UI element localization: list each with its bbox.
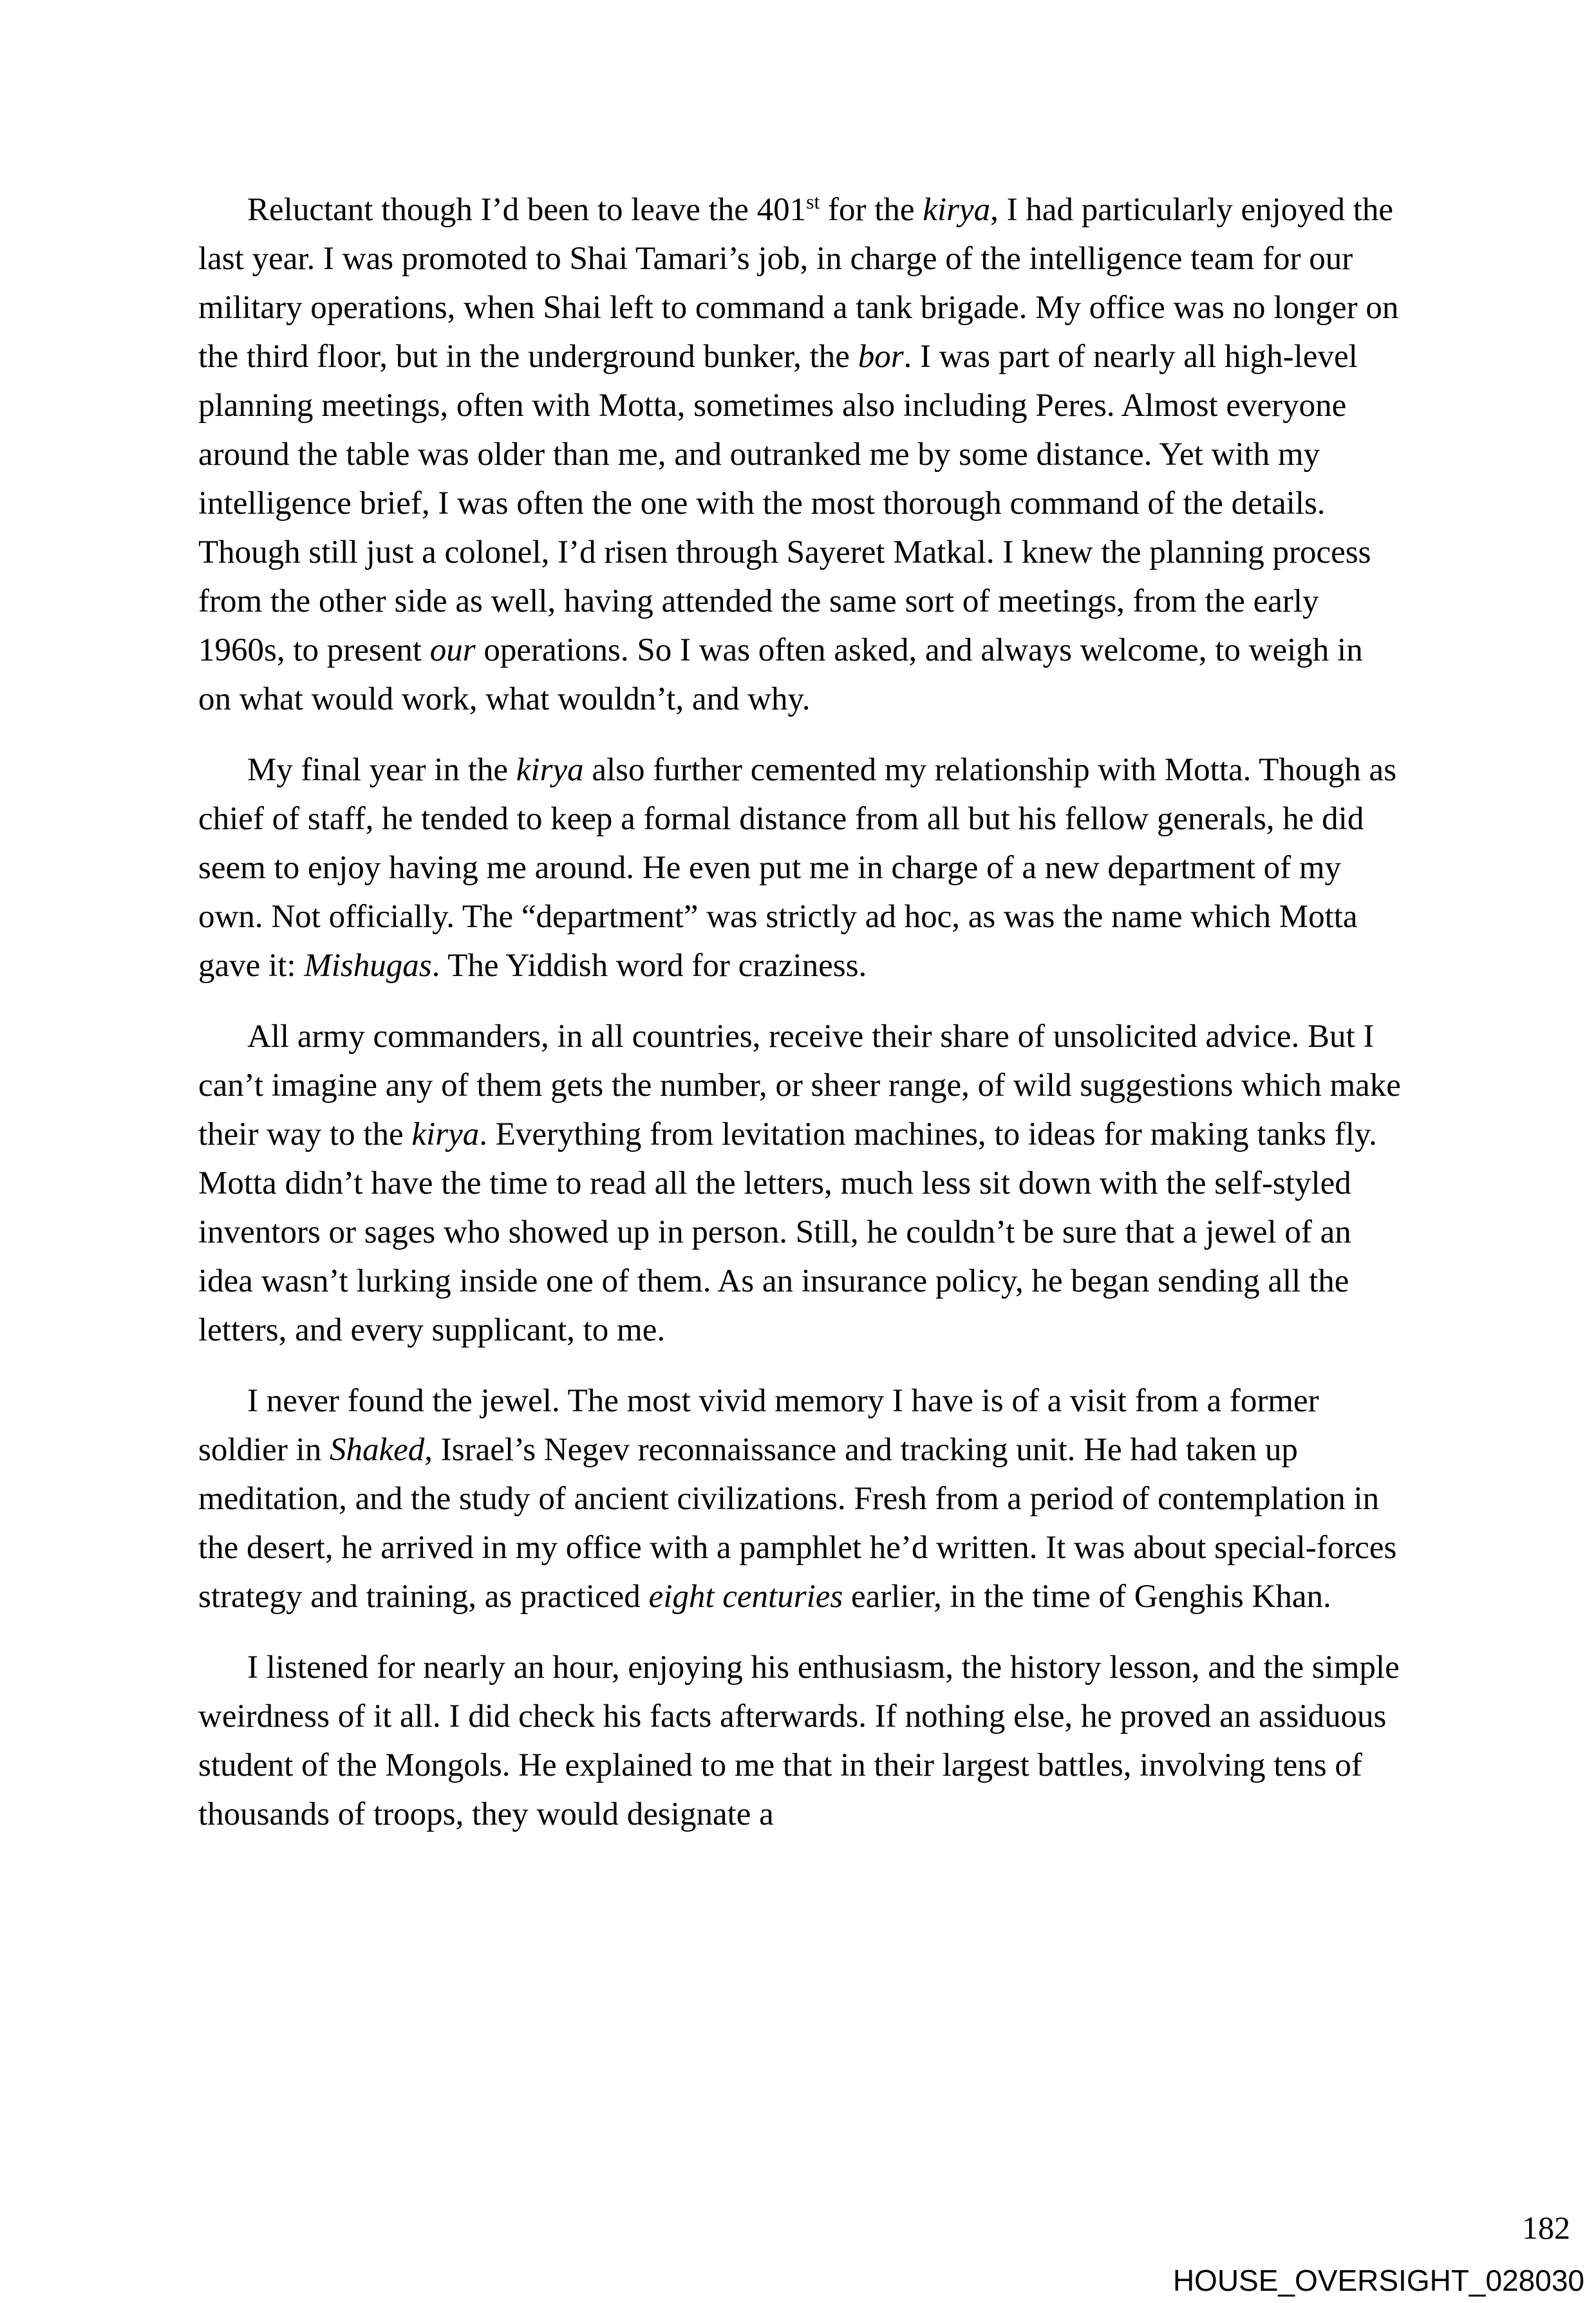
text-run-italic: bor	[858, 339, 904, 375]
text-run: Reluctant though I’d been to leave the 401	[247, 192, 807, 228]
paragraph	[198, 185, 1404, 724]
text-run: earlier, in the time of Genghis Khan.	[843, 1579, 1331, 1615]
text-run-italic: our	[429, 632, 476, 668]
text-run-superscript: st	[806, 191, 820, 213]
text-run: I never found the jewel. The most vivid memory I have is of a visit from a former soldier in	[198, 1383, 1319, 1468]
text-run-italic: Shaked	[329, 1432, 425, 1468]
text-run: , Israel’s Negev reconnaissance and tracking unit. He had taken up meditation, and the study of ancient civilizations. Fresh from a period of contemplation in the desert, he arrived in my office with a pamphlet he’d written. It was about special-forces strategy and training, as practiced	[198, 1432, 1397, 1615]
paragraph	[198, 1377, 1404, 1621]
text-run: also further cemented my relationship with Motta. Though as chief of staff, he tended to keep a formal distance from all but his fellow generals, he did seem to enjoy having me around. He even put me in charge of a new department of my own. Not officially. The “department” was strictly ad hoc, as was the name which Motta gave it:	[198, 752, 1397, 984]
text-run: . The Yiddish word for craziness.	[431, 948, 867, 984]
text-run: for the	[820, 192, 923, 228]
text-run: . Everything from levitation machines, to ideas for making tanks fly. Motta didn’t have the time to read all the letters, much less sit down with the self-styled inventors or sages who showed up in person. Still, he couldn’t be sure that a jewel of an idea wasn’t lurking inside one of them. As an insurance policy, he began sending all the letters, and every supplicant, to me.	[198, 1116, 1377, 1348]
text-run: I listened for nearly an hour, enjoying his enthusiasm, the history lesson, and the simple weirdness of it all. I did check his facts afterwards. If nothing else, he proved an assiduous student of the Mongols. He explained to me that in their largest battles, involving tens of thousands of troops, they would designate a	[198, 1650, 1400, 1832]
paragraph	[198, 1012, 1404, 1355]
text-run-italic: kirya	[411, 1116, 480, 1152]
page-number: 182	[1522, 2210, 1570, 2246]
text-run: operations. So I was often asked, and always welcome, to weigh in on what would work, what wouldn’t, and why.	[198, 632, 1363, 717]
text-run: All army commanders, in all countries, receive their share of unsolicited advice. But I can’t imagine any of them gets the number, or sheer range, of wild suggestions which make their way to the	[198, 1019, 1401, 1152]
text-run: , I had particularly enjoyed the last year. I was promoted to Shai Tamari’s job, in charge of the intelligence team for our military operations, when Shai left to command a tank brigade. My office was no longer on the third floor, but in the underground bunker, the	[198, 192, 1399, 375]
text-run: My final year in the	[247, 752, 516, 788]
text-run-italic: eight centuries	[648, 1579, 843, 1615]
text-run-italic: Mishugas	[304, 948, 432, 984]
body-text	[198, 185, 1404, 1861]
text-run: . I was part of nearly all high-level planning meetings, often with Motta, sometimes also including Peres. Almost everyone around the table was older than me, and outranked me by some distance. Yet with my intelligence brief, I was often the one with the most thorough command of the details. Though still just a colonel, I’d risen through Sayeret Matkal. I knew the planning process from the other side as well, having attended the same sort of meetings, from the early 1960s, to present	[198, 339, 1371, 668]
paragraph	[198, 746, 1404, 990]
text-run-italic: kirya	[923, 192, 991, 228]
text-run-italic: kirya	[516, 752, 584, 788]
bates-stamp: HOUSE_OVERSIGHT_028030	[1172, 2264, 1584, 2297]
paragraph	[198, 1643, 1404, 1839]
